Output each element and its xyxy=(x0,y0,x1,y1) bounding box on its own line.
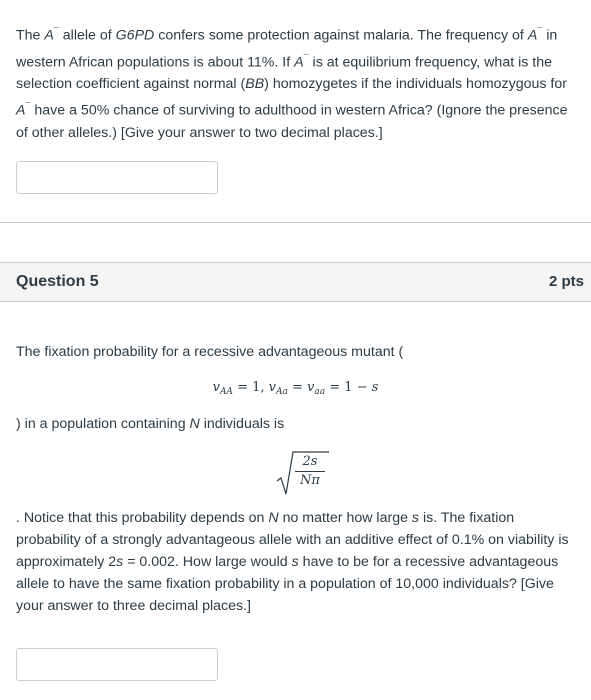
question-points: 2 pts xyxy=(548,273,584,290)
question-divider xyxy=(0,222,591,223)
question-5-header xyxy=(0,262,591,302)
question-5-answer-input[interactable] xyxy=(16,648,218,681)
sqrt-fraction-formula xyxy=(275,450,335,498)
population-sentence: ) in a population containing N individuals is xyxy=(16,416,285,432)
fraction-denominator: Nπ xyxy=(295,471,325,490)
question-title: Question 5 xyxy=(16,273,99,290)
viability-equation: $v_{AA} = 1$, $v_{Aa} = v_{aa} = 1 - s$ xyxy=(212,380,379,397)
question-5-intro xyxy=(16,341,581,363)
question-4-text xyxy=(16,20,581,144)
population-text xyxy=(16,413,581,435)
question-4-paragraph: The A¯ allele of G6PD confers some protection against malaria. The frequency of A¯ in western African populations is about 11%. If A¯ is at equilibrium frequency, what is the selection coefficient against normal (BB) homozygetes if the individuals homozygous for A¯ have a 50% chance of surviving to adulthood in western Africa? (Ignore the presence of other alleles.) [Give your answer to two decimal places.] xyxy=(16,26,568,142)
notice-paragraph: . Notice that this probability depends on N no matter how large s is. The fixation probability of a strongly advantageous allele with an additive effect of 0.1% on viability is approximately 2s = 0.002. How large would s have to be for a recessive advantageous allele to have the same fixation probability in a population of 10,000 individuals? [Give your answer to three decimal places.] xyxy=(16,510,569,614)
question-4-answer-input[interactable] xyxy=(16,161,218,194)
fraction xyxy=(295,453,325,490)
intro-text: The fixation probability for a recessive advantageous mutant ( xyxy=(16,344,404,360)
fraction-numerator: 2s xyxy=(302,454,318,469)
question-5-notice xyxy=(16,507,581,617)
